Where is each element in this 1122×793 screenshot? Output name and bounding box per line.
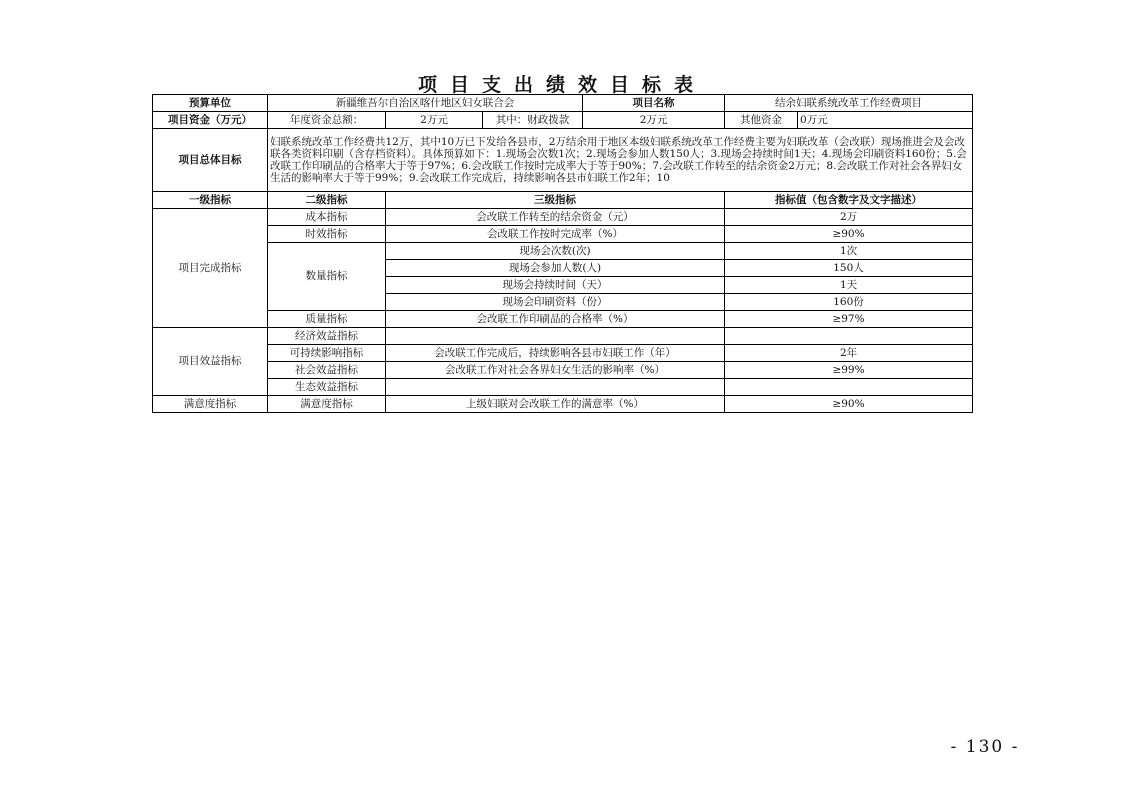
value-header: 指标值（包含数字及文字描述） — [725, 192, 973, 209]
annual-total-label: 年度资金总额： — [268, 112, 386, 129]
table-row — [153, 345, 973, 362]
level3-cell: 会改联工作按时完成率（%） — [386, 226, 725, 243]
annual-total-value: 2万元 — [386, 112, 483, 129]
other-funds-value: 0万元 — [798, 112, 973, 129]
level3-cell: 会改联工作印刷品的合格率（%） — [386, 311, 725, 328]
level2-header: 二级指标 — [268, 192, 386, 209]
other-funds-label: 其他资金 — [725, 112, 798, 129]
page-number: - 130 - — [950, 737, 1020, 757]
table-row — [153, 328, 973, 345]
level2-cell: 时效指标 — [268, 226, 386, 243]
level3-cell — [386, 328, 725, 345]
fiscal-value: 2万元 — [583, 112, 725, 129]
goal-label: 项目总体目标 — [153, 129, 268, 192]
performance-target-table — [152, 94, 973, 413]
level2-cell: 满意度指标 — [268, 396, 386, 413]
funds-row — [153, 112, 973, 129]
goal-row — [153, 129, 973, 192]
level2-cell: 成本指标 — [268, 209, 386, 226]
value-cell — [725, 328, 973, 345]
level2-cell: 经济效益指标 — [268, 328, 386, 345]
level3-cell: 会改联工作完成后，持续影响各县市妇联工作（年） — [386, 345, 725, 362]
level3-cell — [386, 379, 725, 396]
level1-header: 一级指标 — [153, 192, 268, 209]
level3-cell: 上级妇联对会改联工作的满意率（%） — [386, 396, 725, 413]
value-cell — [725, 379, 973, 396]
budget-unit-value: 新疆维吾尔自治区喀什地区妇女联合会 — [268, 95, 583, 112]
value-cell: 150人 — [725, 260, 973, 277]
level1-cell: 项目效益指标 — [153, 328, 268, 396]
project-name-label: 项目名称 — [583, 95, 725, 112]
value-cell: 1天 — [725, 277, 973, 294]
level2-cell: 生态效益指标 — [268, 379, 386, 396]
budget-unit-label: 预算单位 — [153, 95, 268, 112]
level3-cell: 现场会参加人数(人) — [386, 260, 725, 277]
level3-cell: 现场会印刷资料（份） — [386, 294, 725, 311]
level3-header: 三级指标 — [386, 192, 725, 209]
level2-cell: 社会效益指标 — [268, 362, 386, 379]
budget-unit-row — [153, 95, 973, 112]
value-cell: 1次 — [725, 243, 973, 260]
project-name-value: 结余妇联系统改革工作经费项目 — [725, 95, 973, 112]
level1-cell: 项目完成指标 — [153, 209, 268, 328]
value-cell: 2万 — [725, 209, 973, 226]
table-row — [153, 379, 973, 396]
goal-text: 妇联系统改革工作经费共12万，其中10万已下发给各县市，2万结余用于地区本级妇联系统改革工作经费主要为妇联改革（会改联）现场推进会及会改联各类资料印刷（含存档资料）。具体预算如下：1.现场会次数1次；2.现场会参加人数150人；3.现场会持续时间1天；4.现场会印刷资料160份；5.会改联工作印刷品的合格率大于等于97%；6.会改联工作按时完成率大于等于90%；7.会改联工作转至的结余资金2万元；8.会改联工作对社会各界妇女生活的影响率大于等于99%；9.会改联工作完成后，持续影响各县市妇联工作2年；10 — [268, 129, 973, 192]
table-row — [153, 209, 973, 226]
level2-cell: 数量指标 — [268, 243, 386, 311]
table-row — [153, 311, 973, 328]
value-cell: ≥97% — [725, 311, 973, 328]
table-row — [153, 396, 973, 413]
level1-cell: 满意度指标 — [153, 396, 268, 413]
page-title: 项目支出绩效目标表 — [417, 74, 706, 96]
level2-cell: 质量指标 — [268, 311, 386, 328]
level2-cell: 可持续影响指标 — [268, 345, 386, 362]
fiscal-label: 其中：财政拨款 — [483, 112, 583, 129]
column-header-row — [153, 192, 973, 209]
level3-cell: 现场会次数(次) — [386, 243, 725, 260]
value-cell: 2年 — [725, 345, 973, 362]
level3-cell: 现场会持续时间（天） — [386, 277, 725, 294]
value-cell: 160份 — [725, 294, 973, 311]
value-cell: ≥90% — [725, 396, 973, 413]
level3-cell: 会改联工作对社会各界妇女生活的影响率（%） — [386, 362, 725, 379]
funds-label: 项目资金（万元） — [153, 112, 268, 129]
table-row — [153, 243, 973, 260]
table-row — [153, 226, 973, 243]
value-cell: ≥99% — [725, 362, 973, 379]
level3-cell: 会改联工作转至的结余资金（元） — [386, 209, 725, 226]
value-cell: ≥90% — [725, 226, 973, 243]
table-row — [153, 362, 973, 379]
